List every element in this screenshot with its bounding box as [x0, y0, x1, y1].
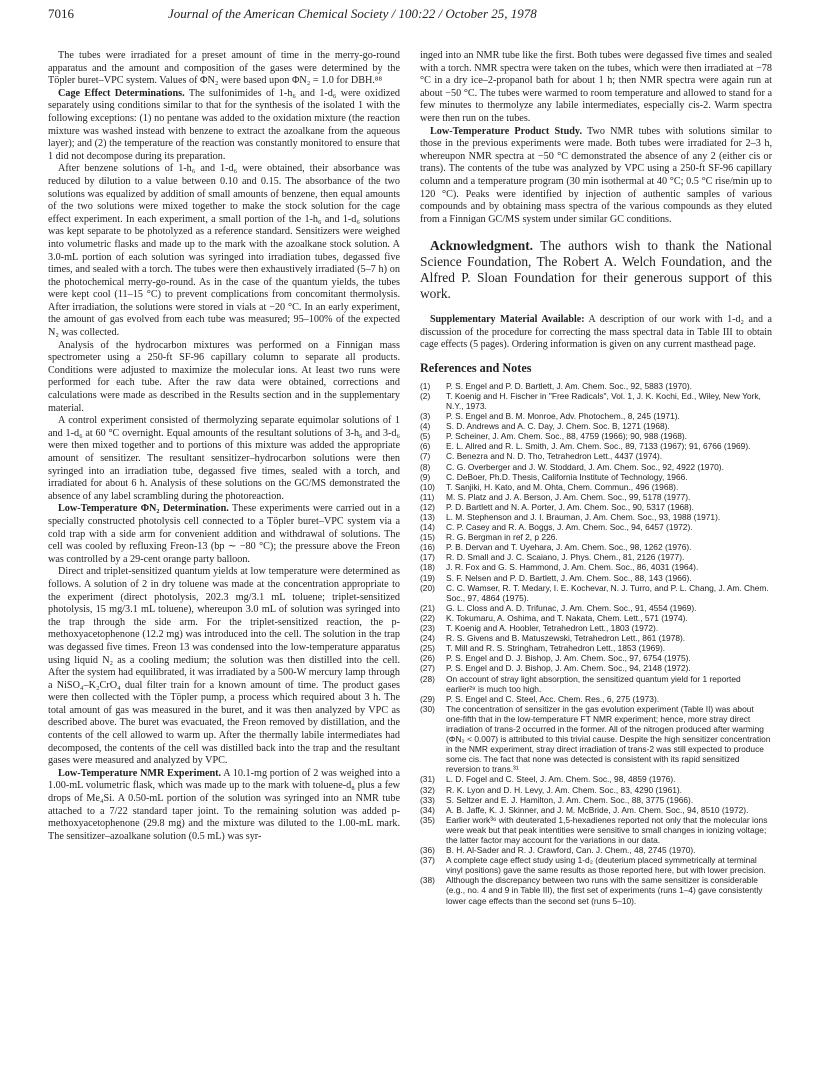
- reference-text: S. Seltzer and E. J. Hamilton, J. Am. Chem. Soc., 88, 3775 (1966).: [446, 794, 694, 805]
- reference-text: T. Sanjiki, H. Kato, and M. Ohta, Chem. Commun., 496 (1968).: [446, 481, 679, 492]
- reference-number: (15): [420, 532, 435, 543]
- reference-number: (8): [420, 461, 431, 472]
- reference-item: [420, 845, 772, 855]
- supplementary-heading: Supplementary Material Available:: [430, 314, 585, 326]
- reference-number: (23): [420, 623, 435, 634]
- reference-item: [420, 421, 772, 431]
- reference-text: T. Koenig and A. Hoobler, Tetrahedron Lett., 1803 (1972).: [446, 623, 659, 634]
- section-heading: Cage Effect Determinations.: [58, 87, 185, 99]
- reference-text: P. S. Engel and D. J. Bishop, J. Am. Chem. Soc., 94, 2148 (1972).: [446, 663, 691, 674]
- reference-text: S. F. Nelsen and P. D. Bartlett, J. Am. Chem. Soc., 88, 143 (1966).: [446, 572, 692, 583]
- reference-number: (33): [420, 794, 435, 805]
- reference-text: On account of stray light absorption, the sensitized quantum yield for 1 reported earlier²⁹ is much too high.: [446, 673, 741, 694]
- reference-text: The concentration of sensitizer in the gas evolution experiment (Table II) was about one-fifth that in the low-temperature FT NMR experiment; hence, more stray direct irradiation of trans-2 occurred in the former. All of the nitrogen produced after warming (ΦN₂ < 0.007) is attributed to this trivial cause. Despite the high sensitizer concentration in the NMR experiment, stray direct irradiation of trans-2 was still expected to produce some cis. The fact that none was detected is consistent with its rapid sensitized reversion to trans.³¹: [446, 703, 771, 775]
- reference-text: C. DeBoer, Ph.D. Thesis, California Institute of Technology, 1966.: [446, 471, 688, 482]
- reference-number: (9): [420, 471, 431, 482]
- reference-item: [420, 532, 772, 542]
- paragraph: After benzene solutions of 1-h₆ and 1-d₆ were obtained, their absorbance was reduced by dilution to a value between 0.10 and 0.15. The absorbance of the two solutions was equalized by addition of small amounts of benzene, then equal amounts of the two solutions were mixed together to make the stock solution for the cage effect experiment. In each experiment, a small portion of the 1-h₆ and 1-d₆ solutions was kept separate to be photolyzed as a reference standard. Sensitizers were weighed into volumetric flasks and made up to the mark with the azoalkane stock solution. A 3.0-mL portion of each solution was syringed into irradiation tubes, degassed five times, and sealed with a torch. The tubes were then exhaustively irradiated (5–7 h) on the photochemical merry-go-round. As in the case of the quantum yields, the tubes were kept cool (11–15 °C) to prevent complications from concomitant thermolysis. After irradiation, the solutions were stored in vials at −20 °C. In an early experiment, the amount of gas evolved from each tube was measured; 95–100% of the expected N₂ was collected.: [48, 163, 400, 339]
- reference-number: (17): [420, 552, 435, 563]
- reference-item: [420, 603, 772, 613]
- reference-text: C. C. Wamser, R. T. Medary, I. E. Kochevar, N. J. Turro, and P. L. Chang, J. Am. Chem. Soc., 97, 4864 (1975).: [446, 582, 769, 603]
- running-header: [48, 6, 772, 28]
- reference-number: (16): [420, 542, 435, 553]
- paragraph: Low-Temperature NMR Experiment. A 10.1-mg portion of 2 was weighed into a 1.00-mL volumetric flask, which was made up to the mark with toluene-d₈ plus a few drops of Me₄Si. A 0.50-mL portion of the solution was syringed into an NMR tube attached to a 7/22 standard taper joint. To the remaining solution was added p-methoxyacetophenone (29.8 mg) and the mixture was diluted to the 1.00-mL mark. The sensitizer–azoalkane solution (0.5 mL) was syr-: [48, 767, 400, 842]
- reference-text: E. L. Allred and R. L. Smith, J. Am. Chem. Soc., 89, 7133 (1967); 91, 6766 (1969).: [446, 441, 751, 452]
- reference-number: (36): [420, 845, 435, 856]
- reference-text: K. Tokumaru, A. Oshima, and T. Nakata, Chem. Lett., 571 (1974).: [446, 612, 688, 623]
- reference-number: (14): [420, 522, 435, 533]
- section-heading: Low-Temperature ΦN₂ Determination.: [58, 503, 229, 515]
- reference-text: A complete cage effect study using 1-d₂ (deuterium placed symmetrically at terminal vinyl positions) gave the same results as those reported here, but with lower precision.: [446, 855, 766, 876]
- reference-number: (3): [420, 411, 431, 422]
- reference-item: [420, 441, 772, 451]
- reference-item: [420, 674, 772, 694]
- reference-number: (25): [420, 643, 435, 654]
- reference-item: [420, 502, 772, 512]
- paragraph: Cage Effect Determinations. The sulfonimides of 1-h₆ and 1-d₆ were oxidized separately using conditions similar to that for the synthesis of the isolated 1 with the following exceptions: (1) no pentane was added to the oxidation mixture (the reaction mixture was washed instead with benzene to extract the azoalkane from the aqueous layer); and (2) the temperature of the reaction was constantly monitored to ensure that 1 did not decompose during its preparation.: [48, 87, 401, 162]
- reference-text: Although the discrepancy between two runs with the same sensitizer is considerable (e.g., no. 4 and 9 in Table III), the first set of experiments (runs 1–4) gave consistently lower cage effects than the second set (runs 5–10).: [446, 875, 763, 906]
- reference-number: (22): [420, 612, 435, 623]
- reference-text: B. H. Al-Sader and R. J. Crawford, Can. J. Chem., 48, 2745 (1970).: [446, 845, 696, 856]
- reference-number: (32): [420, 784, 435, 795]
- acknowledgment: Acknowledgment. The authors wish to thank the National Science Foundation, The Robert A. Welch Foundation, and the Alfred P. Sloan Foundation for their generous support of this work.: [420, 238, 772, 302]
- reference-item: [420, 633, 772, 643]
- reference-item: [420, 583, 772, 603]
- page-number: 7016: [48, 6, 74, 21]
- reference-text: P. Scheiner, J. Am. Chem. Soc., 88, 4759 (1966); 90, 988 (1968).: [446, 431, 687, 442]
- reference-item: [420, 875, 772, 905]
- paragraph: inged into an NMR tube like the first. Both tubes were degassed five times and sealed with a torch. NMR spectra were taken on the tubes, which were then irradiated at −78 °C in a dry ice–2-propanol bath for about 1 h; then NMR spectra were again run at about −50 °C. The tubes were warmed to room temperature and allowed to stand for a few minutes to thermolyze any labile intermediates, especially cis-2. Warm spectra were then run on the tubes.: [420, 50, 772, 124]
- reference-item: [420, 391, 772, 411]
- left-column: [48, 50, 400, 843]
- reference-text: P. S. Engel and D. J. Bishop, J. Am. Chem. Soc., 97, 6754 (1975).: [446, 653, 691, 664]
- reference-text: R. D. Small and J. C. Scaiano, J. Phys. Chem., 81, 2126 (1977).: [446, 552, 685, 563]
- paragraph: Low-Temperature ΦN₂ Determination. These experiments were carried out in a specially constructed photolysis cell connected to a Töpler buret–VPC system via a cold trap with a side arm for convenient addition and withdrawal of solutions. The cell was cooled by refluxing Freon-13 (bp ∼ −80 °C); the pressure above the Freon was controlled by a 29-cent orange party balloon.: [48, 503, 400, 565]
- reference-number: (37): [420, 855, 435, 866]
- reference-text: P. S. Engel and C. Steel, Acc. Chem. Res., 6, 275 (1973).: [446, 693, 660, 704]
- reference-text: C. G. Overberger and J. W. Stoddard, J. Am. Chem. Soc., 92, 4922 (1970).: [446, 461, 724, 472]
- journal-citation: Journal of the American Chemical Society / 100:22 / October 25, 1978: [168, 6, 537, 21]
- reference-text: L. M. Stephenson and J. I. Brauman, J. Am. Chem. Soc., 93, 1988 (1971).: [446, 512, 721, 523]
- reference-item: [420, 774, 772, 784]
- reference-text: T. Mill and R. S. Stringham, Tetrahedron Lett., 1853 (1969).: [446, 643, 666, 654]
- reference-text: L. D. Fogel and C. Steel, J. Am. Chem. Soc., 98, 4859 (1976).: [446, 774, 676, 785]
- section-heading: Low-Temperature NMR Experiment.: [58, 767, 222, 779]
- reference-text: R. G. Bergman in ref 2, p 226.: [446, 532, 558, 543]
- reference-item: [420, 522, 772, 532]
- reference-number: (1): [420, 380, 431, 391]
- paragraph: Analysis of the hydrocarbon mixtures was performed on a Finnigan mass spectrometer using a 250-ft SF-96 capillary column to separate all products. Conditions were adjusted to maximize the molecular ions. At least two runs were performed for each tube. After the raw data were obtained, corrections and calculations were made as described in the Results section and in the supplementary material.: [48, 339, 400, 414]
- reference-item: [420, 805, 772, 815]
- reference-text: C. P. Casey and R. A. Boggs, J. Am. Chem. Soc., 94, 6457 (1972).: [446, 522, 693, 533]
- reference-item: [420, 795, 772, 805]
- reference-item: [420, 613, 772, 623]
- reference-number: (27): [420, 663, 435, 674]
- reference-item: [420, 785, 772, 795]
- reference-number: (30): [420, 703, 435, 714]
- reference-text: P. B. Dervan and T. Uyehara, J. Am. Chem. Soc., 98, 1262 (1976).: [446, 542, 692, 553]
- reference-text: P. D. Bartlett and N. A. Porter, J. Am. Chem. Soc., 90, 5317 (1968).: [446, 501, 694, 512]
- paragraph: The tubes were irradiated for a preset amount of time in the merry-go-round apparatus and the amount and composition of the gases were determined by the Töpler buret–VPC system. Values of ΦN₂ were based upon ΦN₂ = 1.0 for DBH.⁸⁸: [48, 50, 400, 87]
- reference-item: [420, 542, 772, 552]
- reference-text: S. D. Andrews and A. C. Day, J. Chem. Soc. B, 1271 (1968).: [446, 421, 670, 432]
- reference-item: [420, 482, 772, 492]
- reference-number: (7): [420, 451, 431, 462]
- reference-number: (10): [420, 481, 435, 492]
- reference-text: C. Benezra and N. D. Tho, Tetrahedron Lett., 4437 (1974).: [446, 451, 663, 462]
- reference-item: [420, 704, 772, 775]
- reference-item: [420, 431, 772, 441]
- reference-item: [420, 815, 772, 845]
- reference-number: (4): [420, 421, 431, 432]
- section-heading: Low-Temperature Product Study.: [430, 125, 582, 137]
- reference-text: A. B. Jaffe, K. J. Skinner, and J. M. McBride, J. Am. Chem. Soc., 94, 8510 (1972).: [446, 804, 749, 815]
- paragraph: Direct and triplet-sensitized quantum yields at low temperature were determined as follows. A solution of 2 in dry toluene was made at the concentration appropriate to the experiment (direct photolysis, 202.3 mg/3.1 mL toluene; triplet-sensitized photolysis, 15 mg/3.1 mL toluene), whereupon 3.0 mL of solution was syringed into the trap through the side arm. For the triplet-sensitized reaction, the p-methoxyacetophenone (12.2 mg) was introduced into the cell. The solution in the trap was degassed five times. Freon 13 was condensed into the low-temperature apparatus using liquid N₂ as a cooling medium; the solution was then distilled into the cell. After the system had equilibrated, it was irradiated by a 500-W mercury lamp through a NiSO₄–K₂CrO₄ dual filter train for a known amount of time. The product gases were then collected with the Töpler pump, a process which required about 3 h. The total amount of gas was measured in the buret, and it was then analyzed by VPC as described above. The buret was evacuated, the Freon removed by distillation, and the contents of the cell allowed to warm up. After the thermally labile intermediates had decomposed, the contents of the cell was distilled back into the trap and the resultant gases were measured and analyzed by VPC.: [48, 566, 400, 767]
- reference-text: T. Koenig and H. Fischer in "Free Radicals", Vol. 1, J. K. Kochi, Ed., Wiley, New York, N.Y., 1973.: [446, 390, 761, 411]
- reference-item: [420, 663, 772, 673]
- right-column: [420, 50, 772, 906]
- references-heading: References and Notes: [420, 361, 532, 376]
- supplementary-material: Supplementary Material Available: A description of our work with 1-d₂ and a discussion of the procedure for correcting the mass spectral data in Table III to obtain cage effects (5 pages). Ordering information is given on any current masthead page.: [420, 314, 772, 350]
- reference-item: [420, 653, 772, 663]
- reference-number: (6): [420, 441, 431, 452]
- reference-item: [420, 381, 772, 391]
- reference-item: [420, 562, 772, 572]
- reference-text: P. S. Engel and B. M. Monroe, Adv. Photochem., 8, 245 (1971).: [446, 411, 680, 422]
- reference-number: (20): [420, 582, 435, 593]
- reference-text: J. R. Fox and G. S. Hammond, J. Am. Chem. Soc., 86, 4031 (1964).: [446, 562, 699, 573]
- reference-number: (35): [420, 814, 435, 825]
- reference-number: (19): [420, 572, 435, 583]
- reference-item: [420, 552, 772, 562]
- reference-item: [420, 462, 772, 472]
- reference-item: [420, 472, 772, 482]
- reference-text: R. S. Givens and B. Matuszewski, Tetrahedron Lett., 861 (1978).: [446, 633, 686, 644]
- reference-item: [420, 451, 772, 461]
- reference-item: [420, 694, 772, 704]
- reference-text: R. K. Lyon and D. H. Levy, J. Am. Chem. Soc., 83, 4290 (1961).: [446, 784, 683, 795]
- reference-item: [420, 623, 772, 633]
- reference-text: Earlier work³⁶ with deuterated 1,5-hexadienes reported not only that the molecular ions were weak but that peak intentities were sensitive to small changes in ionizing voltage; the latter factor may account for the variations in our data.: [446, 814, 768, 846]
- reference-number: (24): [420, 633, 435, 644]
- reference-number: (2): [420, 390, 431, 401]
- reference-item: [420, 492, 772, 502]
- reference-number: (26): [420, 653, 435, 664]
- paragraph: A control experiment consisted of thermolyzing separate equimolar solutions of 1 and 1-d₆ at 60 °C overnight. Equal amounts of the resultant solutions of 3-h₆ and 3-d₆ were then mixed together and to portions of this mixture was added the appropriate amount of sensitizer. The resultant sensitizer–hydrocarbon solutions were then syringed into an irradiation tube, degassed five times, sealed with a torch, and irradiated for about 6 h. Analysis of these solutions on the GC/MS demonstrated the absence of any label scrambling during the photoreaction.: [48, 415, 400, 502]
- reference-item: [420, 573, 772, 583]
- reference-number: (11): [420, 491, 435, 502]
- reference-item: [420, 512, 772, 522]
- reference-number: (31): [420, 774, 435, 785]
- reference-text: G. L. Closs and A. D. Trifunac, J. Am. Chem. Soc., 91, 4554 (1969).: [446, 602, 697, 613]
- reference-number: (34): [420, 804, 435, 815]
- reference-number: (12): [420, 501, 435, 512]
- reference-item: [420, 643, 772, 653]
- reference-text: M. S. Platz and J. A. Berson, J. Am. Chem. Soc., 99, 5178 (1977).: [446, 491, 691, 502]
- reference-text: P. S. Engel and P. D. Bartlett, J. Am. Chem. Soc., 92, 5883 (1970).: [446, 380, 692, 391]
- reference-number: (13): [420, 512, 435, 523]
- reference-number: (28): [420, 673, 435, 684]
- reference-item: [420, 855, 772, 875]
- reference-number: (18): [420, 562, 435, 573]
- paragraph: Low-Temperature Product Study. Two NMR tubes with solutions similar to those in the previous experiments were made. Both tubes were irradiated for 2–3 h, whereupon NMR spectra at −50 °C demonstrated the absence of any 2 (either cis or trans). The contents of the tube was analyzed by VPC using a 250-ft SF-96 capillary column and a temperature program (30 min isothermal at 40 °C; 0.5 °C rise/min up to 120 °C). Peaks were identified by injection of authentic samples of various compounds and by obtaining mass spectra of the various compounds as they eluted from a Finnigan GC/MS system under similar GC conditions.: [420, 125, 773, 225]
- references-list: [420, 381, 772, 906]
- reference-number: (38): [420, 875, 435, 886]
- reference-item: [420, 411, 772, 421]
- acknowledgment-heading: Acknowledgment.: [430, 238, 534, 254]
- reference-number: (5): [420, 431, 431, 442]
- reference-number: (21): [420, 602, 435, 613]
- reference-number: (29): [420, 693, 435, 704]
